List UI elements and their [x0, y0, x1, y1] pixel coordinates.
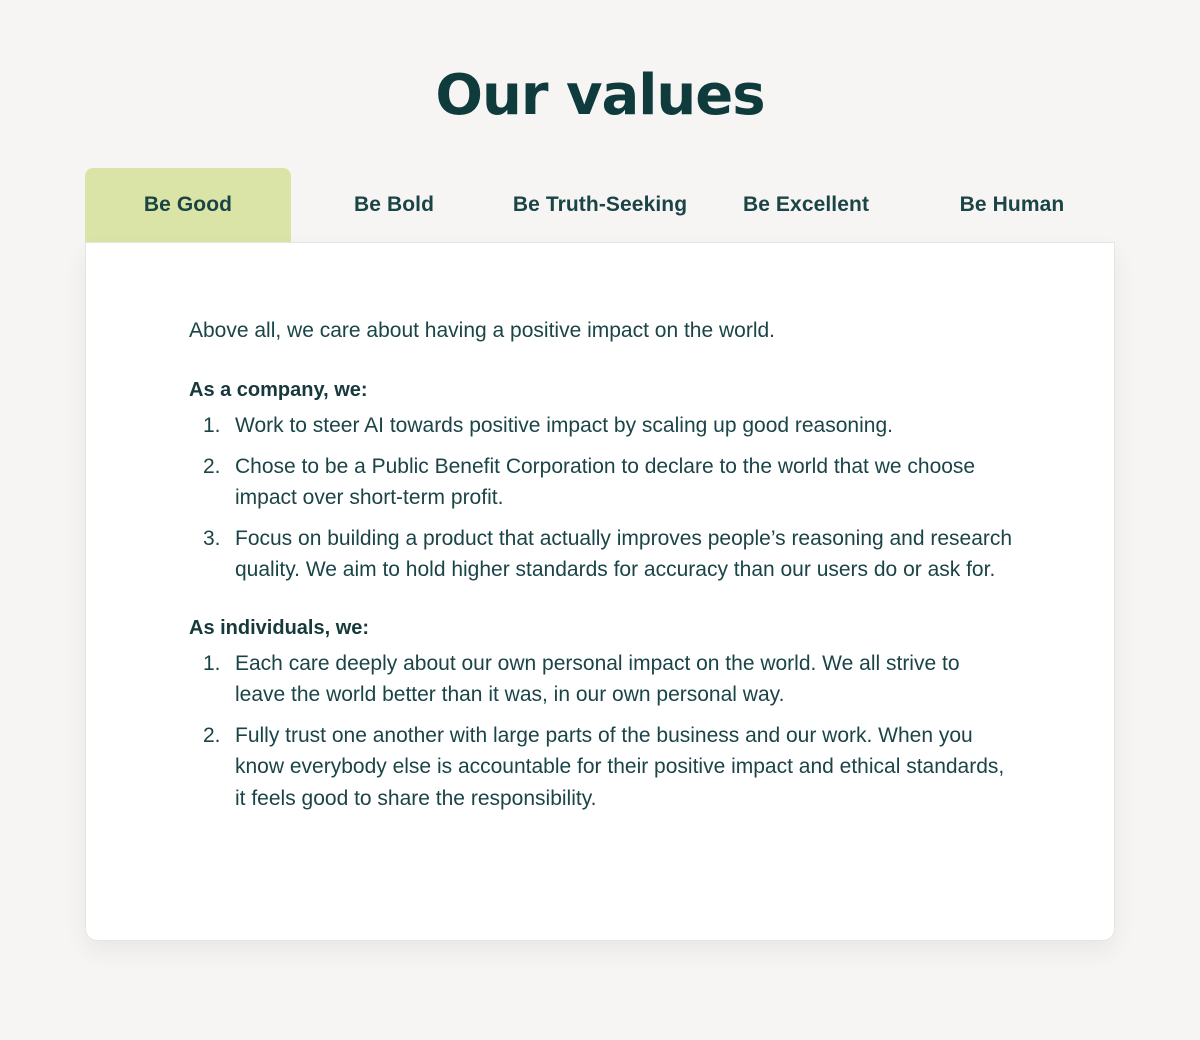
list-item-number: 3.	[203, 526, 221, 550]
tab-be-truth-seeking[interactable]: Be Truth-Seeking	[512, 193, 688, 216]
list-item	[189, 720, 1014, 815]
intro-text: Above all, we care about having a positive impact on the world.	[189, 319, 776, 342]
list-item	[189, 410, 1014, 442]
list-item-number: 2.	[203, 454, 221, 478]
list-item-number: 1.	[203, 414, 221, 437]
list-item-text: Focus on building a product that actually improves people’s reasoning and research quality. We aim to hold higher standards for accuracy than our users do or ask for.	[235, 526, 1013, 581]
tab-content-panel	[85, 242, 1115, 941]
list-item	[189, 648, 1014, 711]
list-item-text: Work to steer AI towards positive impact by scaling up good reasoning.	[235, 414, 893, 437]
values-tabs	[85, 168, 1115, 242]
list-item	[189, 523, 1014, 586]
list-item	[189, 451, 1014, 514]
tab-be-excellent[interactable]: Be Excellent	[742, 193, 870, 216]
list-item-number: 2.	[203, 723, 221, 747]
company-list	[189, 410, 1014, 586]
page-title: Our values	[435, 63, 765, 128]
list-item-text: Chose to be a Public Benefit Corporation to declare to the world that we choose impact over short-term profit.	[235, 454, 976, 509]
list-item-text: Each care deeply about our own personal impact on the world. We all strive to leave the world better than it was, in our own personal way.	[235, 651, 960, 706]
tab-be-good[interactable]: Be Good	[85, 168, 291, 242]
tab-be-human[interactable]: Be Human	[959, 193, 1065, 216]
list-item-number: 1.	[203, 651, 221, 675]
individuals-heading: As individuals, we:	[189, 616, 370, 639]
individuals-list	[189, 648, 1014, 815]
company-heading: As a company, we:	[189, 379, 368, 401]
list-item-text: Fully trust one another with large parts of the business and our work. When you know everybody else is accountable for their positive impact and ethical standards, it feels good to share the responsibility.	[235, 723, 1005, 810]
tab-be-bold[interactable]: Be Bold	[353, 193, 435, 216]
